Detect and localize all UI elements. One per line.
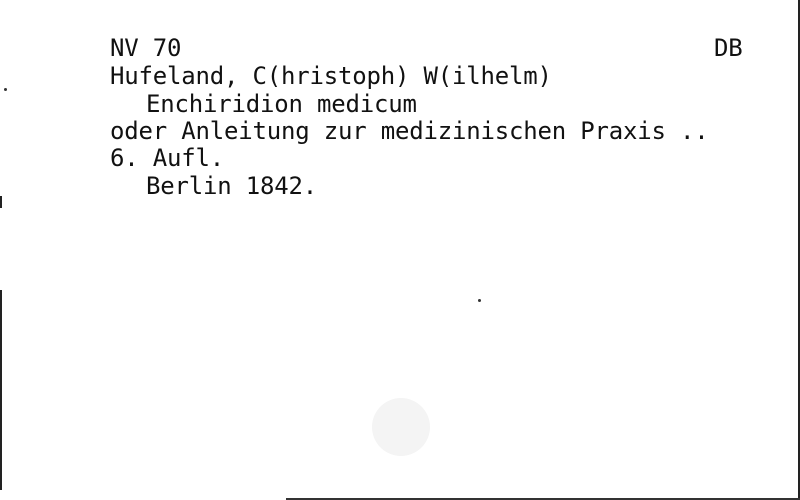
title-line-1: Enchiridion medicum <box>146 90 417 118</box>
call-number: NV 70 <box>110 34 182 62</box>
card-left-edge-mark <box>0 196 2 208</box>
ink-speck <box>478 299 481 302</box>
title-line-2: oder Anleitung zur medizinischen Praxis .. <box>110 117 709 145</box>
author-heading: Hufeland, C(hristoph) W(ilhelm) <box>110 62 552 90</box>
card-left-edge <box>0 290 2 490</box>
ink-speck <box>4 88 7 91</box>
punch-hole-shadow <box>372 398 430 456</box>
edition-statement: 6. Aufl. <box>110 144 224 172</box>
imprint: Berlin 1842. <box>146 172 317 200</box>
location-code: DB <box>714 34 743 62</box>
